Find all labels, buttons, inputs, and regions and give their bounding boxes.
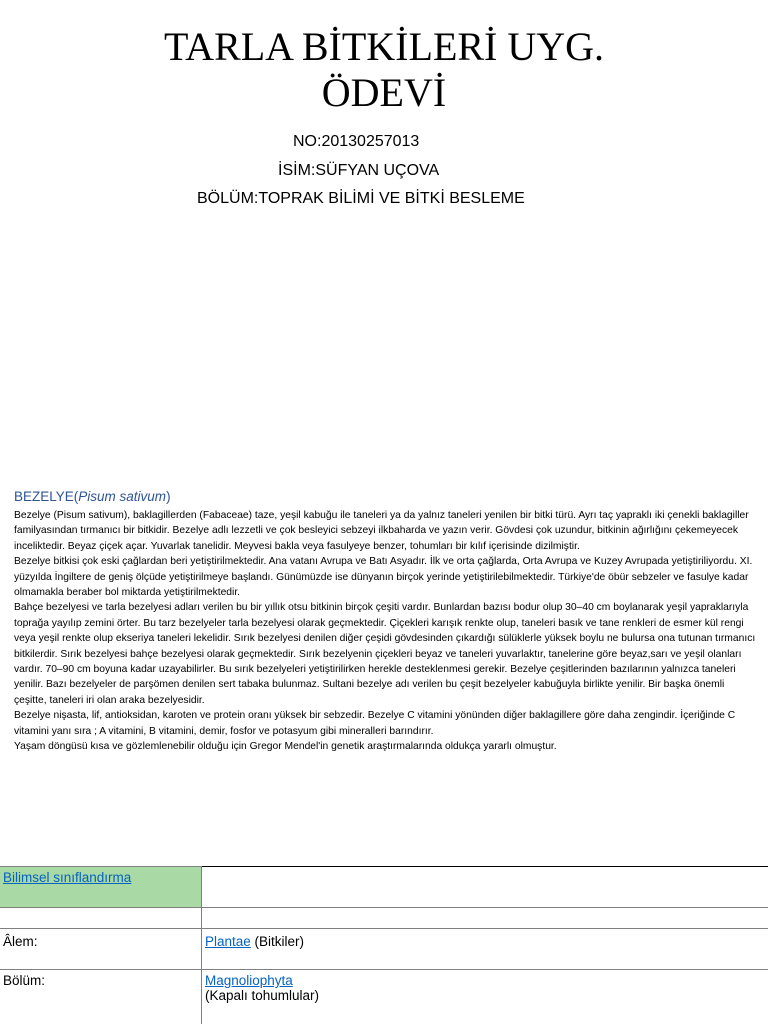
classification-table	[0, 866, 768, 1024]
kingdom-value	[202, 929, 768, 970]
paragraph-mendel: Yaşam döngüsü kısa ve gözlemlenebilir olduğu için Gregor Mendel'in genetik araştırmalarında oldukça yararlı olmuştur.	[14, 741, 557, 753]
plantae-link[interactable]: Plantae	[205, 934, 251, 949]
table-header-row	[0, 867, 768, 908]
table-row	[0, 908, 768, 929]
paragraph-description: Bezelye (Pisum sativum), baklagillerden (Fabaceae) taze, yeşil kabuğu ile taneleri ya da yalnız taneleri yenilen bir bitki türü. Ayrı taç yapraklı iki çenekli baklagiller familyasından tırmanıcı bir bitkidir. Bezelye adlı lezzetli ve çok besleyici sebzeyi ilkbaharda ve yazın verir. Gövdesi çok uzundur, bitkinin ağırlığını çekemeyecek inceliktedir. Beyaz çiçek açar. Yuvarlak tanelidir. Meyvesi bakla veya fasulyeye benzer, tohumları bir kılıf içerisinde dizilmiştir.	[14, 510, 749, 552]
scientific-classification-link[interactable]: Bilimsel sınıflandırma	[3, 870, 132, 885]
title-line-2: ÖDEVİ	[321, 70, 447, 115]
division-value	[202, 970, 768, 1024]
table-cell	[202, 908, 768, 929]
heading-suffix: )	[166, 489, 171, 504]
section-heading	[14, 488, 759, 506]
paragraph-nutrition: Bezelye nişasta, lif, antioksidan, karoten ve protein oranı yüksek bir sebzedir. Bezelye C vitamini yönünden diğer baklagillere göre daha zengindir. İçeriğinde C vitamini yanı sıra ; A vitamini, B vitamini, demir, fosfor ve potasyum gibi mineralleri barındırır.	[14, 710, 736, 737]
division-extra: (Kapalı tohumlular)	[205, 988, 320, 1003]
table-header-empty-cell	[202, 867, 768, 908]
kingdom-extra: (Bitkiler)	[250, 934, 305, 949]
magnoliophyta-link[interactable]: Magnoliophyta	[205, 973, 293, 988]
table-row-division	[0, 970, 768, 1024]
document-title	[0, 24, 768, 116]
table-cell	[0, 908, 202, 929]
student-number: NO:20130257013	[293, 133, 420, 150]
division-label: Bölüm:	[0, 970, 202, 1024]
pea-section	[14, 488, 759, 755]
table-header-cell	[0, 867, 202, 908]
student-name: İSİM:SÜFYAN UÇOVA	[278, 162, 440, 179]
department: BÖLÜM:TOPRAK BİLİMİ VE BİTKİ BESLEME	[197, 190, 525, 207]
title-line-1: TARLA BİTKİLERİ UYG.	[163, 24, 605, 69]
heading-latin-name: Pisum sativum	[78, 489, 167, 504]
table-row-kingdom	[0, 929, 768, 970]
kingdom-label: Âlem:	[0, 929, 202, 970]
paragraph-history: Bezelye bitkisi çok eski çağlardan beri yetiştirilmektedir. Ana vatanı Avrupa ve Batı Asyadır. İlk ve orta çağlarda, Orta Avrupa ve Kuzey Avrupada yetiştiriliyordu. XI. yüzyılda İngiltere de geniş ölçüde yetiştirilmeye başlandı. Günümüzde ise dünyanın birçok yerinde yetiştirilebilmektedir. Türkiye'de öbür sebzeler ve fasulye kadar olmamakla beraber bol miktarda yetiştirilmektedir.	[14, 556, 753, 599]
heading-prefix: BEZELYE(	[14, 489, 79, 504]
paragraph-varieties: Bahçe bezelyesi ve tarla bezelyesi adları verilen bu bir yıllık otsu bitkinin birçok çeşiti vardır. Bunlardan bazısı bodur olup 30–40 cm boylanarak yeşil yapraklarıyla toprağa yayılıp zemini örter. Bu tarz bezelyeler tarla bezelyesi olarak geçmektedir. Çiçekleri karışık renkte olup, taneleri basık ve tane renkleri de esmer kül rengi veya yeşil renkte olup ekseriya taneleri lekelidir. Sırık bezelyesi denilen diğer çeşidi gövdesinden çıkardığı sülüklerle yüksek boylu ne bulursa ona tutunan tırmanıcı bitkilerdir. Sırık bezelyesi bahçe bezelyesi olarak geçmektedir. Sırık bezelyenin çiçekleri beyaz ve taneleri yuvarlaktır, tanelerine göre beyaz,sarı ve yeşil olanları vardır. 70–90 cm boyuna kadar uzayabilirler. Bu sırık bezelyeleri yetiştirilirken herekle desteklenmesi gerekir. Bezelye çeşitlerinden bazılarının yalnızca taneleri yenilir. Bazı bezelyeler de parşömen denilen sert tabaka bulunmaz. Sultani bezelye adı verilen bu çeşit bezelyeler kabuğuyla birlikte yenilir. Bir başka önemli çeşitte, taneleri iri olan araka bezelyesidir.	[14, 602, 756, 706]
